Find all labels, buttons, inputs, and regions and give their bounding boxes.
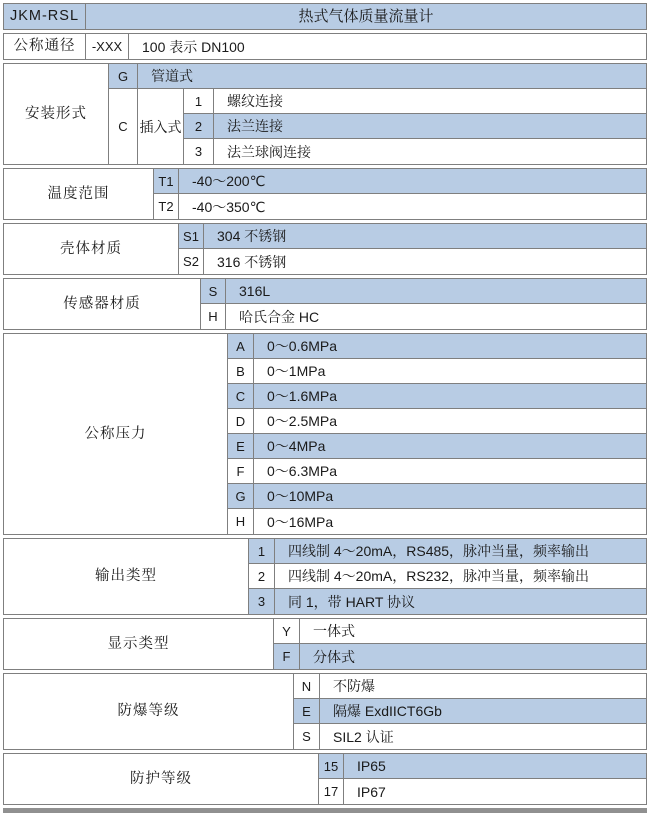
option-code-cell: N [294, 674, 320, 699]
section-label: 显示类型 [4, 619, 274, 669]
option-code-cell: A [228, 334, 254, 359]
option-code-cell: H [201, 304, 226, 329]
option-code-cell: 17 [319, 779, 344, 804]
section-output-type [3, 538, 647, 615]
option-code-cell: F [274, 644, 300, 669]
option-text-cell: 316 不锈钢 [217, 253, 287, 270]
option-text-cell: 同 1，带 HART 协议 [275, 589, 646, 614]
table-title: 热式气体质量流量计 [86, 4, 646, 29]
section-label: 安装形式 [4, 64, 109, 164]
section-nominal-diameter [3, 33, 647, 60]
option-code-cell: G [228, 484, 254, 509]
option-text-cell: 0～16MPa [267, 513, 334, 530]
option-code-cell: Y [274, 619, 300, 644]
option-code-cell: S [201, 279, 226, 304]
option-code-cell: F [228, 459, 254, 484]
option-code-cell: S [294, 724, 320, 749]
section-nominal-pressure [3, 333, 647, 535]
option-code-cell: T1 [154, 169, 179, 194]
option-code-cell: E [294, 699, 320, 724]
option-text-cell: 0～0.6MPa [254, 334, 646, 359]
option-text-cell: 隔爆 ExdIICT6Gb [320, 699, 646, 724]
section-label: 温度范围 [4, 169, 154, 219]
section-label: 输出类型 [4, 539, 249, 614]
option-text-cell: 316L [226, 279, 646, 304]
option-code-cell: H [228, 509, 254, 534]
option-text-cell: -40～350℃ [192, 198, 266, 215]
section-temperature-range [3, 168, 647, 220]
section-label: 传感器材质 [4, 279, 201, 329]
option-code-cell: E [228, 434, 254, 459]
option-text-cell: 304 不锈钢 [204, 224, 646, 249]
section-protection-rating [3, 753, 647, 805]
insert-option-num-cell: 2 [184, 114, 214, 139]
section-model-header [3, 3, 647, 30]
insert-code-cell: C [109, 89, 138, 164]
section-housing-material [3, 223, 647, 275]
option-text-cell: 四线制 4～20mA，RS232，脉冲当量，频率输出 [275, 564, 646, 589]
option-text-cell: IP65 [344, 754, 646, 779]
option-code-cell: S1 [179, 224, 204, 249]
section-label: 壳体材质 [4, 224, 179, 274]
section-display-type [3, 618, 647, 670]
option-text-cell: 0～6.3MPa [254, 459, 646, 484]
diameter-code-cell: -XXX [86, 34, 129, 59]
insert-label-cell: 插入式 [138, 89, 184, 164]
section-sensor-material [3, 278, 647, 330]
model-code: JKM-RSL [4, 4, 86, 29]
option-code-cell: 2 [249, 564, 275, 589]
pipe-type-code-cell: G [109, 64, 138, 89]
section-label: 防护等级 [4, 754, 319, 804]
option-text-cell: 0～1MPa [254, 359, 646, 384]
spec-table [3, 3, 647, 805]
insert-option-text-cell: 法兰球阀连接 [227, 143, 311, 160]
option-text-cell: 四线制 4～20mA，RS485，脉冲当量，频率输出 [275, 539, 646, 564]
option-text-cell: 不防爆 [320, 674, 646, 699]
option-code-cell: C [228, 384, 254, 409]
insert-option-num-cell: 1 [184, 89, 214, 114]
option-text-cell: -40～200℃ [179, 169, 646, 194]
section-label: 公称通径 [4, 34, 86, 59]
option-code-cell: 15 [319, 754, 344, 779]
insert-option-num-cell: 3 [184, 139, 214, 164]
option-text-cell: SIL2 认证 [333, 728, 394, 745]
option-text-cell: 一体式 [300, 619, 646, 644]
option-text-cell: 0～10MPa [254, 484, 646, 509]
diameter-desc-cell: 100 表示 DN100 [142, 38, 245, 55]
option-code-cell: B [228, 359, 254, 384]
section-installation-type [3, 63, 647, 165]
option-text-cell: 哈氏合金 HC [239, 308, 320, 325]
insert-option-text-cell: 螺纹连接 [214, 89, 646, 114]
option-text-cell: IP67 [357, 783, 386, 800]
section-label: 防爆等级 [4, 674, 294, 749]
table-bottom-strip [3, 808, 647, 813]
option-code-cell: 1 [249, 539, 275, 564]
option-text-cell: 0～4MPa [254, 434, 646, 459]
insert-option-text-cell: 法兰连接 [214, 114, 646, 139]
pipe-type-text-cell: 管道式 [138, 64, 646, 89]
option-code-cell: 3 [249, 589, 275, 614]
section-label: 公称压力 [4, 334, 228, 534]
option-code-cell: S2 [179, 249, 204, 274]
option-code-cell: T2 [154, 194, 179, 219]
option-text-cell: 0～2.5MPa [254, 409, 646, 434]
section-explosion-proof-rating [3, 673, 647, 750]
option-text-cell: 分体式 [300, 644, 646, 669]
option-code-cell: D [228, 409, 254, 434]
option-text-cell: 0～1.6MPa [254, 384, 646, 409]
